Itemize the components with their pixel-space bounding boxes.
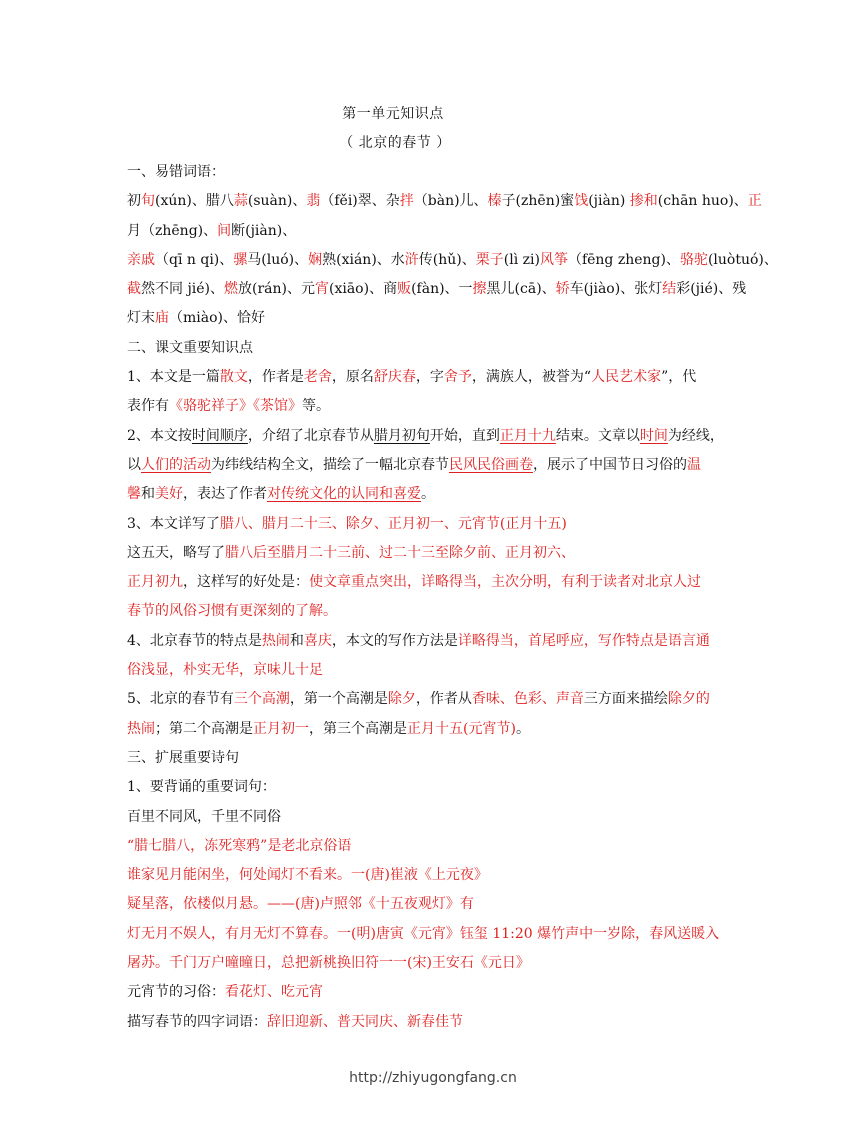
text-segment: 2、本文按 — [127, 427, 192, 444]
text-line — [127, 334, 739, 363]
text-segment: (luòtuó)、 — [707, 251, 778, 268]
highlighted-text: 腊八后至腊月二十三前、过二十三至除夕前、正月初六、 — [225, 544, 575, 561]
highlighted-text: 结 — [662, 281, 677, 298]
text-segment: 元宵节的习俗： — [127, 984, 225, 1001]
text-line — [127, 715, 739, 744]
highlighted-text: 散文 — [219, 369, 248, 386]
highlighted-text: 浒 — [404, 251, 419, 268]
text-segment: 描写春节的四字词语： — [127, 1013, 267, 1030]
text-line — [127, 685, 739, 714]
highlighted-text: 拌 — [399, 193, 414, 210]
text-segment: （fēng zheng)、 — [567, 251, 680, 268]
highlighted-text: 轿 — [555, 281, 570, 298]
text-segment: 百里不同风，千里不同俗 — [127, 808, 281, 825]
highlighted-text: 屠苏。千门万户曈曈日，总把新桃换旧符一一(宋)王安石《元日》 — [127, 955, 530, 972]
text-segment: 开始，直到 — [429, 427, 500, 444]
highlighted-text: 掺和 — [629, 193, 658, 210]
text-line — [127, 656, 739, 685]
highlighted-text: “腊七腊八，冻死寒鸦”是老北京俗语 — [127, 837, 352, 854]
text-segment: 熟(xián)、水 — [322, 251, 405, 268]
text-segment: (xún)、腊八 — [155, 193, 234, 210]
text-segment: 表作有 — [127, 398, 169, 415]
text-line — [127, 597, 739, 626]
highlighted-text: 蒜 — [233, 193, 248, 210]
text-segment: 黑儿(cā)、 — [486, 281, 556, 298]
text-segment: ，展示了中国节日习俗的 — [533, 456, 687, 473]
highlighted-text: 亲戚 — [127, 251, 155, 268]
text-segment: ”，代 — [661, 369, 697, 386]
text-segment: 结束。文章以 — [555, 427, 640, 444]
text-line — [127, 422, 739, 451]
text-line — [127, 861, 739, 890]
highlighted-text: 正月十五(元宵节) — [407, 720, 516, 737]
text-segment: 二、课文重要知识点 — [127, 339, 253, 356]
text-segment: 子(zhēn)蜜 — [501, 193, 575, 210]
highlighted-text: 热闹 — [127, 720, 155, 737]
text-segment: 为纬线结构全文，描绘了一幅北京春节 — [211, 456, 449, 473]
text-segment: 放(rán)、元 — [238, 281, 315, 298]
highlighted-text: 香味、色彩、声音 — [471, 691, 584, 708]
text-segment: （miào)、恰好 — [169, 310, 265, 327]
highlighted-text: 除夕的 — [667, 691, 710, 708]
text-segment: (chān huo)、 — [657, 193, 748, 210]
text-line — [127, 890, 739, 919]
text-segment: 断(jiàn)、 — [231, 222, 297, 239]
highlighted-text: 骆驼 — [679, 251, 708, 268]
text-line — [127, 627, 739, 656]
text-line — [127, 451, 739, 480]
text-line — [127, 744, 739, 773]
text-line — [127, 158, 739, 187]
text-line — [127, 832, 739, 861]
highlighted-text: 灯无月不娱人，有月无灯不算春。一(明)唐寅《元宵》钰玺 11:20 爆竹声中一岁除，春风送暖入 — [127, 925, 720, 942]
text-line — [127, 803, 739, 832]
text-segment: 三方面来描绘 — [583, 691, 668, 708]
footer-url[interactable]: http://zhiyugongfang.cn — [349, 1070, 517, 1086]
text-segment: (suàn)、 — [247, 193, 307, 210]
highlighted-text: 正月初一 — [253, 720, 309, 737]
text-segment: 以 — [127, 456, 141, 473]
text-line — [127, 304, 739, 333]
highlighted-text: 馨 — [127, 486, 141, 503]
highlighted-text: 民风民俗画卷 — [449, 456, 533, 473]
page-subtitle: （ 北京的春节 ） — [339, 135, 451, 151]
highlighted-text: 人民艺术家 — [591, 369, 662, 386]
text-segment: 。 — [421, 486, 435, 503]
text-segment: ，第三个高潮是 — [309, 720, 407, 737]
highlighted-text: 对传统文化的认同和喜爱 — [267, 486, 421, 503]
text-segment: 3、本文详写了 — [127, 515, 220, 532]
highlighted-text: 老舍 — [303, 369, 332, 386]
highlighted-text: 疑星落，依楼似月悬。——(唐)卢照邻《十五夜观灯》有 — [127, 896, 474, 913]
text-segment: 马(luó)、 — [247, 251, 309, 268]
text-segment: 和 — [141, 486, 155, 503]
text-line — [127, 773, 739, 802]
highlighted-text: 除夕 — [387, 691, 416, 708]
text-segment: 等。 — [302, 398, 330, 415]
highlighted-text: 正月初九 — [127, 574, 183, 591]
text-segment: (fàn)、一 — [411, 281, 473, 298]
text-segment: 月（zhēng)、 — [127, 222, 218, 239]
highlighted-text: 俗浅显，朴实无华，京味儿十足 — [127, 662, 323, 679]
highlighted-text: 截 — [127, 281, 141, 298]
highlighted-text: 燃 — [224, 281, 239, 298]
text-segment: ，作者是 — [247, 369, 304, 386]
highlighted-text: 庙 — [155, 310, 169, 327]
text-segment: （fěi)翠、杂 — [320, 193, 400, 210]
text-segment: (xiāo)、商 — [329, 281, 398, 298]
highlighted-text: 正月十九 — [499, 427, 556, 444]
highlighted-text: 旬 — [141, 193, 155, 210]
text-line — [127, 978, 739, 1007]
text-line — [127, 187, 762, 216]
text-segment: 腊月初旬 — [373, 427, 430, 444]
text-segment: 1、要背诵的重要词句： — [127, 779, 276, 796]
text-segment: ，本文的写作方法是 — [331, 632, 458, 649]
text-line — [127, 1008, 739, 1037]
text-segment: ，满族人，被誉为“ — [471, 369, 592, 386]
text-line — [127, 246, 778, 275]
text-segment: ，这样写的好处是： — [183, 574, 309, 591]
highlighted-text: 谁家见月能闲坐，何处闻灯不看来。一(唐)崔液《上元夜》 — [127, 867, 488, 884]
text-segment: (jiàn) — [588, 193, 630, 210]
text-segment: 和 — [289, 632, 304, 649]
text-segment: 然不同 jié)、 — [141, 281, 225, 298]
text-segment: 4、北京春节的特点是 — [127, 632, 262, 649]
highlighted-text: 喜庆 — [303, 632, 332, 649]
text-segment: 初 — [127, 193, 141, 210]
text-segment: 。 — [515, 720, 530, 737]
text-line — [127, 949, 739, 978]
text-segment: 时间顺序 — [191, 427, 248, 444]
highlighted-text: 饯 — [574, 193, 589, 210]
text-segment: ，字 — [415, 369, 444, 386]
text-line — [127, 392, 739, 421]
highlighted-text: 擦 — [472, 281, 487, 298]
highlighted-text: 舒庆春 — [373, 369, 416, 386]
text-line — [127, 539, 739, 568]
text-segment: ，原名 — [331, 369, 374, 386]
highlighted-text: 详略得当，首尾呼应，写作特点是语言通 — [457, 632, 710, 649]
highlighted-text: 温 — [687, 456, 701, 473]
document-body — [127, 158, 778, 1037]
text-line — [127, 920, 739, 949]
text-line — [127, 568, 739, 597]
text-segment: ，表达了作者 — [183, 486, 267, 503]
text-line — [127, 363, 739, 392]
text-segment: 这五天，略写了 — [127, 544, 225, 561]
text-segment: 1、本文是一篇 — [127, 369, 220, 386]
highlighted-text: 腊八、腊月二十三、除夕、正月初一、元宵节(正月十五) — [219, 515, 567, 532]
text-segment: （bàn)儿、 — [413, 193, 488, 210]
text-segment: 彩(jié)、残 — [676, 281, 747, 298]
text-line — [127, 217, 739, 246]
text-line — [127, 510, 739, 539]
text-segment: (lì zi) — [503, 251, 540, 268]
highlighted-text: 骡 — [233, 251, 248, 268]
highlighted-text: 辞旧迎新、普天同庆、新春佳节 — [267, 1013, 463, 1030]
text-segment: 灯末 — [127, 310, 155, 327]
highlighted-text: 使文章重点突出，详略得当，主次分明，有利于读者对北京人过 — [309, 574, 701, 591]
highlighted-text: 美好 — [155, 486, 183, 503]
text-segment: 传(hǔ)、 — [418, 251, 476, 268]
text-line — [127, 480, 739, 509]
highlighted-text: 《骆驼祥子》《茶馆》 — [169, 398, 302, 415]
text-segment: ，作者从 — [415, 691, 472, 708]
highlighted-text: 春节的风俗习惯有更深刻的了解。 — [127, 603, 337, 620]
text-segment: （qī n qi)、 — [155, 251, 234, 268]
highlighted-text: 人们的活动 — [141, 456, 211, 473]
text-segment: 车(jiào)、张灯 — [569, 281, 663, 298]
highlighted-text: 榛 — [487, 193, 502, 210]
text-segment: ；第二个高潮是 — [155, 720, 253, 737]
text-segment: 为经线， — [667, 427, 724, 444]
text-segment: 5、北京的春节有 — [127, 691, 234, 708]
highlighted-text: 看花灯、吃元宵 — [225, 984, 323, 1001]
page-title: 第一单元知识点 — [342, 106, 444, 122]
highlighted-text: 舍予 — [443, 369, 472, 386]
highlighted-text: 宵 — [315, 281, 329, 298]
text-segment: ，介绍了北京春节从 — [247, 427, 374, 444]
highlighted-text: 贩 — [397, 281, 412, 298]
highlighted-text: 时间 — [639, 427, 668, 444]
highlighted-text: 三个高潮 — [233, 691, 290, 708]
highlighted-text: 娴 — [308, 251, 323, 268]
highlighted-text: 间 — [217, 222, 232, 239]
highlighted-text: 正 — [747, 193, 762, 210]
text-segment: ，第一个高潮是 — [289, 691, 388, 708]
text-segment: 三、扩展重要诗句 — [127, 749, 239, 766]
text-segment: 一、易错词语： — [127, 164, 225, 180]
highlighted-text: 翡 — [306, 193, 321, 210]
text-line — [127, 275, 747, 304]
highlighted-text: 风筝 — [539, 251, 568, 268]
highlighted-text: 栗子 — [475, 251, 504, 268]
highlighted-text: 热闹 — [261, 632, 290, 649]
